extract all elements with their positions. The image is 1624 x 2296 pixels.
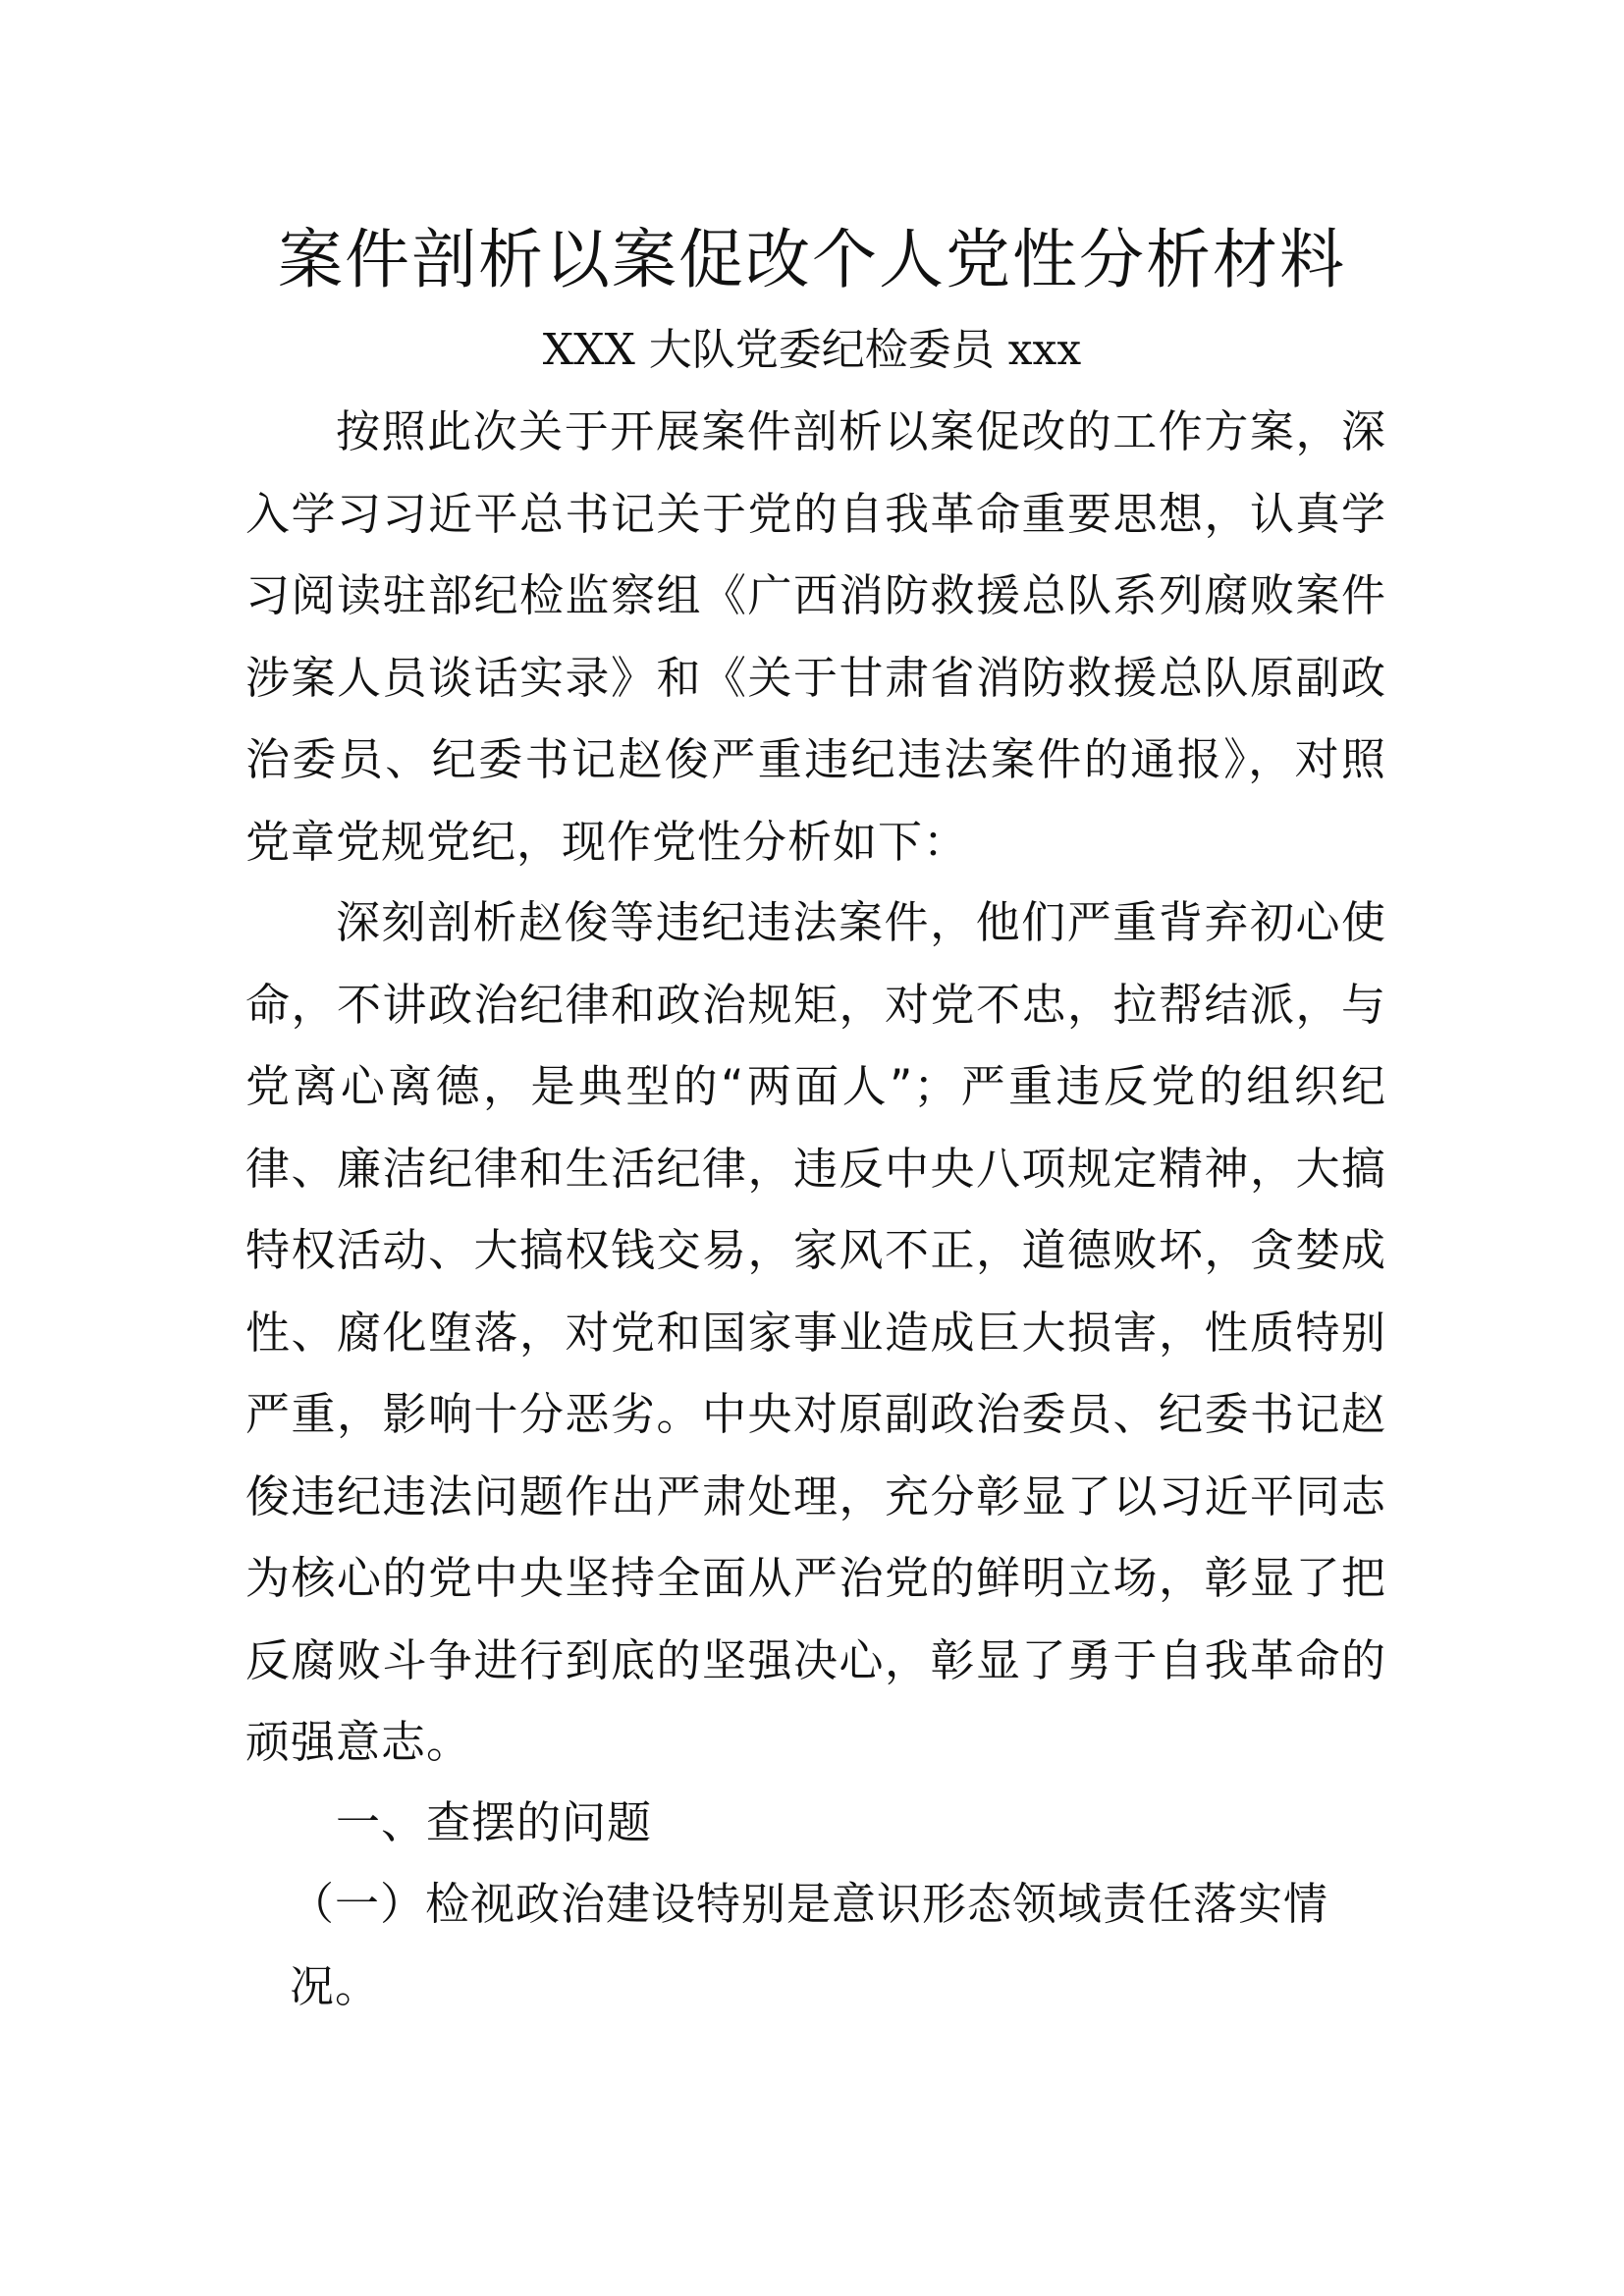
subsection-heading: （一）检视政治建设特别是意识形态领域责任落实情况。: [290, 1878, 1329, 2012]
section-heading: 一、查摆的问题: [336, 1796, 653, 1848]
analysis-paragraph: 深刻剖析赵俊等违纪违法案件，他们严重背弃初心使命，不讲政治纪律和政治规矩，对党不忠，拉帮结派，与党离心离德，是典型的“两面人”；严重违反党的组织纪律、廉洁纪律和生活纪律，违反中央八项规定精神，大搞特权活动、大搞权钱交易，家风不正，道德败坏，贪婪成性、腐化堕落，对党和国家事业造成巨大损害，性质特别严重，影响十分恶劣。中央对原副政治委员、纪委书记赵俊违纪违法问题作出严肃处理，充分彰显了以习近平同志为核心的党中央坚持全面从严治党的鲜明立场，彰显了把反腐败斗争进行到底的坚强决心，彰显了勇于自我革命的顽强意志。: [245, 896, 1386, 1768]
author-line: XXX 大队党委纪检委员 xxx: [542, 325, 1082, 375]
document-title: 案件剖析以案促改个人党性分析材料: [278, 222, 1346, 297]
intro-paragraph: 按照此次关于开展案件剖析以案促改的工作方案，深入学习习近平总书记关于党的自我革命重要思想，认真学习阅读驻部纪检监察组《广西消防救援总队系列腐败案件涉案人员谈话实录》和《关于甘肃省消防救援总队原副政治委员、纪委书记赵俊严重违纪违法案件的通报》，对照党章党规党纪，现作党性分析如下：: [245, 405, 1386, 868]
